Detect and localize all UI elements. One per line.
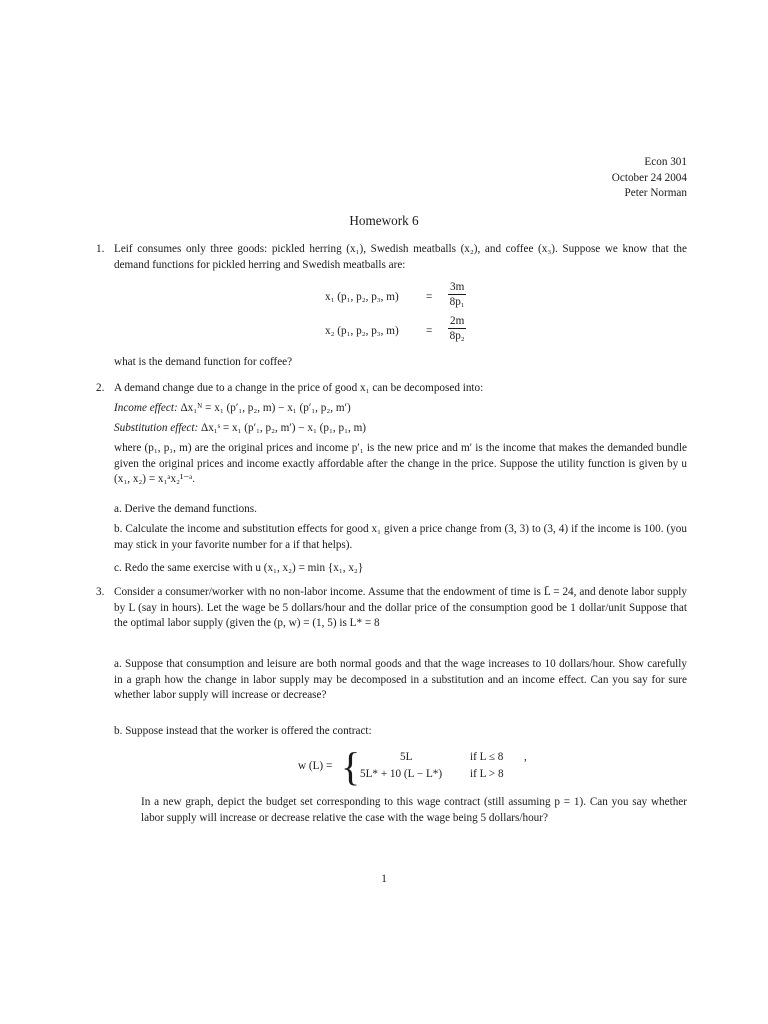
q1-eq1-fraction bbox=[448, 280, 466, 309]
q3-followup: In a new graph, depict the budget set corresponding to this wage contract (still assuming p = 1). Can you say whether labor supply will increase or decrease relative the case with the wage being 5 dollars/hour? bbox=[141, 796, 687, 824]
left-brace: { bbox=[341, 744, 361, 789]
q1-question: what is the demand function for coffee? bbox=[114, 356, 293, 368]
q1-text: Leif consumes only three goods: pickled herring (x₁), Swedish meatballs (x₂), and coffee (x₃). Suppose we know that the demand functions for pickled herring and Swedish meatballs are: bbox=[114, 243, 687, 271]
document-header bbox=[612, 155, 687, 202]
q2-subst-formula: Δx₁ˢ = x₁ (p′₁, p₂, m′) − x₁ (p₁, p₁, m) bbox=[201, 422, 367, 434]
q1-eq1-denominator: 8p₁ bbox=[449, 296, 465, 308]
q2-income-effect bbox=[114, 401, 351, 417]
q2-number: 2. bbox=[96, 382, 105, 394]
q3-part-b: b. Suppose instead that the worker is offered the contract: bbox=[114, 725, 372, 737]
q3-case-tail: , bbox=[524, 751, 527, 763]
q2-part-b: b. Calculate the income and substitution effects for good x₁ given a price change from (3, 3) to (3, 4) if the income is 100. (you may stick in your favorite number for a if that helps). bbox=[114, 523, 687, 551]
page-number: 1 bbox=[381, 873, 387, 885]
q2-part-a: a. Derive the demand functions. bbox=[114, 503, 257, 515]
q3-number: 3. bbox=[96, 586, 105, 598]
q2-intro: A demand change due to a change in the price of good x₁ can be decomposed into: bbox=[114, 382, 484, 394]
author: Peter Norman bbox=[624, 187, 687, 199]
q2-income-formula: Δx₁ᴺ = x₁ (p′₁, p₂, m) − x₁ (p′₁, p₂, m′) bbox=[180, 402, 351, 414]
q3-part-a: a. Suppose that consumption and leisure are both normal goods and that the wage increases to 10 dollars/hour. Show carefully in a graph how the change in labor supply may be decomposed in a substitution and an income effect. Can you say for sure whether labor supply will increase or decrease? bbox=[114, 658, 687, 702]
q2-subst-label: Substitution effect: bbox=[114, 422, 199, 434]
q1-eq2-numerator: 2m bbox=[450, 315, 465, 327]
q2-income-label: Income effect: bbox=[114, 402, 178, 414]
q3-wage-lhs: w (L) = bbox=[298, 760, 333, 772]
q3-case1-cond: if L ≤ 8 bbox=[470, 751, 504, 763]
q2-where-text: where (p₁, p₁, m) are the original prices and income p′₁ is the new price and m′ is the income that makes the demanded bundle given the original prices and income exactly affordable after the change in the price. Suppose the utility function is given by u (x₁, x₂) = x₁ᵃx₂¹⁻ᵃ. bbox=[114, 442, 687, 486]
q1-eq1-sign: = bbox=[426, 291, 433, 303]
q1-eq1-numerator: 3m bbox=[450, 281, 465, 293]
date: October 24 2004 bbox=[611, 171, 687, 184]
q3-case2-cond: if L > 8 bbox=[470, 768, 504, 780]
q1-eq2-fraction bbox=[448, 314, 466, 343]
q2-part-c: c. Redo the same exercise with u (x₁, x₂) = min {x₁, x₂} bbox=[114, 562, 364, 574]
q1-number: 1. bbox=[96, 243, 105, 255]
course-name: Econ 301 bbox=[644, 156, 687, 168]
q3-case2-expr: 5L* + 10 (L − L*) bbox=[360, 768, 443, 780]
q1-eq2-lhs: x₂ (p₁, p₂, p₃, m) bbox=[325, 325, 399, 337]
page-title: Homework 6 bbox=[349, 213, 419, 228]
q2-substitution-effect bbox=[114, 421, 366, 437]
q3-intro: Consider a consumer/worker with no non-labor income. Assume that the endowment of time is L̄ = 24, and denote labor supply by L (say in hours). Let the wage be 5 dollars/hour and the dollar price of the consumption good be 1 dollar/unit Suppose that the optimal labor supply (given the (p, w) = (1, 5) is L* = 8 bbox=[114, 586, 687, 630]
q3-case1-expr: 5L bbox=[400, 751, 413, 763]
q1-eq1-lhs: x₁ (p₁, p₂, p₃, m) bbox=[325, 291, 399, 303]
q1-eq2-sign: = bbox=[426, 325, 433, 337]
q1-eq2-denominator: 8p₂ bbox=[449, 330, 465, 342]
